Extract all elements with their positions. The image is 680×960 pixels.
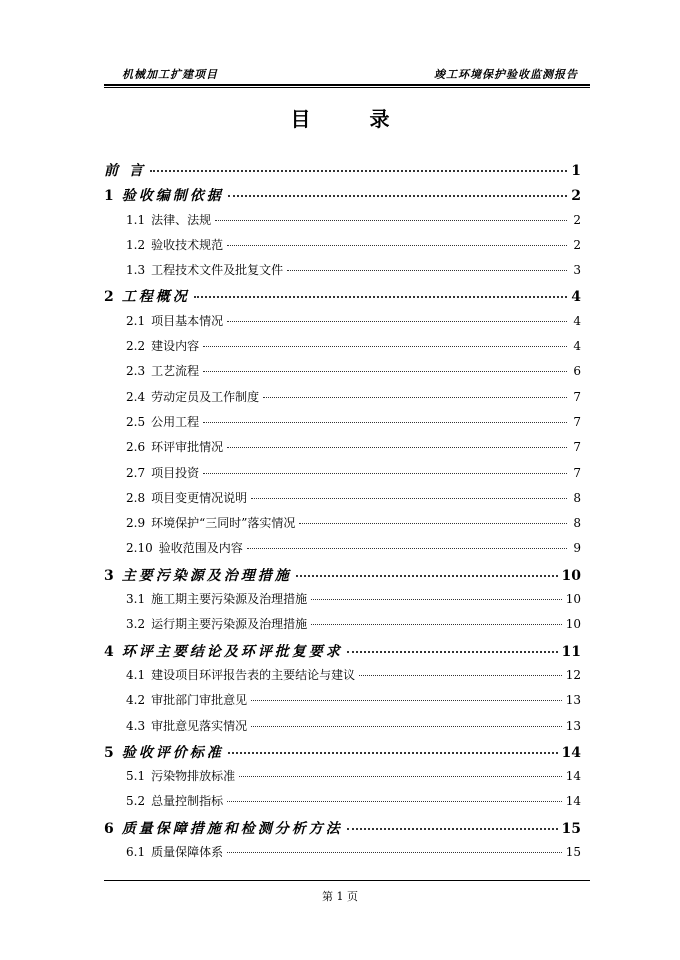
toc-entry[interactable] xyxy=(104,666,581,691)
toc-leader-dots xyxy=(203,371,567,372)
toc-entry-page: 8 xyxy=(573,490,581,505)
toc-leader-dots xyxy=(347,828,558,830)
table-of-contents xyxy=(104,160,581,868)
toc-entry-number: 1 xyxy=(104,188,114,205)
toc-entry[interactable] xyxy=(104,539,581,564)
toc-entry-page: 15 xyxy=(565,845,581,860)
toc-entry-page: 7 xyxy=(573,465,581,480)
header-rule-thin xyxy=(104,87,590,88)
toc-leader-dots xyxy=(194,296,567,298)
toc-entry-number: 2.2 xyxy=(126,339,146,354)
toc-entry-title: 工艺流程 xyxy=(151,364,200,379)
toc-entry-title: 建设项目环评报告表的主要结论与建议 xyxy=(151,667,356,682)
toc-leader-dots xyxy=(251,498,567,499)
toc-entry-number: 5.2 xyxy=(126,794,146,809)
toc-entry-number: 6 xyxy=(104,820,114,837)
toc-entry-title: 项目投资 xyxy=(151,465,200,480)
toc-entry-page: 13 xyxy=(565,693,581,708)
toc-entry[interactable] xyxy=(104,514,581,539)
toc-leader-dots xyxy=(287,270,567,271)
toc-leader-dots xyxy=(347,651,558,653)
toc-entry-title: 质量保障体系 xyxy=(151,845,224,860)
toc-entry[interactable] xyxy=(104,185,581,210)
toc-entry[interactable] xyxy=(104,818,581,843)
toc-entry-number: 5 xyxy=(104,744,114,761)
toc-leader-dots xyxy=(251,726,562,727)
toc-entry-title: 主要污染源及治理措施 xyxy=(121,567,292,584)
toc-entry-number: 2.3 xyxy=(126,364,146,379)
toc-entry-title: 污染物排放标准 xyxy=(151,769,236,784)
toc-entry-page: 7 xyxy=(573,389,581,404)
toc-entry-title: 项目基本情况 xyxy=(151,313,224,328)
toc-entry-number: 4 xyxy=(104,643,114,660)
toc-entry-page: 12 xyxy=(565,667,581,682)
toc-leader-dots xyxy=(227,447,567,448)
toc-entry-page: 13 xyxy=(565,718,581,733)
toc-entry-page: 9 xyxy=(573,541,581,556)
toc-leader-dots xyxy=(227,245,567,246)
toc-entry-page: 10 xyxy=(565,592,581,607)
toc-entry-title: 质量保障措施和检测分析方法 xyxy=(121,820,343,837)
toc-entry-number: 5.1 xyxy=(126,769,146,784)
toc-entry-page: 14 xyxy=(565,794,581,809)
toc-entry[interactable] xyxy=(104,286,581,311)
toc-entry-number: 2.5 xyxy=(126,414,146,429)
toc-entry[interactable] xyxy=(104,236,581,261)
toc-title: 目 录 xyxy=(290,107,416,131)
toc-entry[interactable] xyxy=(104,160,581,185)
toc-entry-number: 4.2 xyxy=(126,693,146,708)
toc-entry-number: 2.6 xyxy=(126,440,146,455)
toc-entry[interactable] xyxy=(104,843,581,868)
toc-entry-title: 审批部门审批意见 xyxy=(151,693,248,708)
toc-leader-dots xyxy=(150,170,567,172)
toc-leader-dots xyxy=(227,852,562,853)
toc-entry-number: 4.1 xyxy=(126,667,146,682)
page-number: 第 1 页 xyxy=(322,890,358,903)
toc-entry-page: 15 xyxy=(561,820,581,837)
toc-entry-title: 公用工程 xyxy=(151,414,200,429)
toc-entry-title: 审批意见落实情况 xyxy=(151,718,248,733)
toc-entry-page: 1 xyxy=(571,163,581,179)
toc-entry[interactable] xyxy=(104,691,581,716)
toc-entry-number: 3 xyxy=(104,567,114,584)
toc-entry[interactable] xyxy=(104,489,581,514)
toc-entry-page: 11 xyxy=(561,643,581,660)
toc-entry-number: 1.3 xyxy=(126,263,146,278)
toc-entry[interactable] xyxy=(104,388,581,413)
toc-entry-title: 运行期主要污染源及治理措施 xyxy=(151,617,308,632)
toc-entry-number: 3.2 xyxy=(126,617,146,632)
toc-entry[interactable] xyxy=(104,413,581,438)
toc-entry[interactable] xyxy=(104,641,581,666)
toc-entry[interactable] xyxy=(104,362,581,387)
toc-entry-page: 2 xyxy=(573,237,581,252)
toc-leader-dots xyxy=(215,220,567,221)
toc-entry-number: 4.3 xyxy=(126,718,146,733)
toc-leader-dots xyxy=(203,422,567,423)
toc-entry[interactable] xyxy=(104,717,581,742)
toc-entry[interactable] xyxy=(104,464,581,489)
toc-entry-page: 10 xyxy=(561,567,581,584)
toc-entry-title: 项目变更情况说明 xyxy=(151,490,248,505)
header-project-name: 机械加工扩建项目 xyxy=(122,68,218,81)
toc-leader-dots xyxy=(228,195,567,197)
toc-entry-title: 劳动定员及工作制度 xyxy=(151,389,260,404)
header-rule xyxy=(104,84,590,86)
toc-entry-title: 环评审批情况 xyxy=(151,440,224,455)
toc-entry-page: 4 xyxy=(571,289,581,306)
toc-entry-number: 3.1 xyxy=(126,592,146,607)
toc-entry-title: 法律、法规 xyxy=(151,212,212,227)
toc-leader-dots xyxy=(359,675,562,676)
toc-leader-dots xyxy=(239,776,562,777)
toc-entry-title: 验收范围及内容 xyxy=(158,541,243,556)
toc-entry[interactable] xyxy=(104,792,581,817)
toc-entry-page: 2 xyxy=(573,212,581,227)
toc-entry-title: 前 言 xyxy=(104,163,146,179)
toc-leader-dots xyxy=(311,624,562,625)
toc-entry-title: 工程概况 xyxy=(121,289,190,306)
toc-entry[interactable] xyxy=(104,312,581,337)
toc-entry-number: 2.1 xyxy=(126,313,146,328)
toc-entry[interactable] xyxy=(104,767,581,792)
toc-entry-number: 2.9 xyxy=(126,516,146,531)
toc-leader-dots xyxy=(227,321,567,322)
toc-entry-page: 4 xyxy=(573,339,581,354)
toc-entry-title: 工程技术文件及批复文件 xyxy=(151,263,284,278)
toc-entry-number: 1.2 xyxy=(126,237,146,252)
toc-entry[interactable] xyxy=(104,261,581,286)
toc-entry[interactable] xyxy=(104,438,581,463)
toc-entry-title: 环评主要结论及环评批复要求 xyxy=(121,643,343,660)
toc-entry-page: 14 xyxy=(561,744,581,761)
toc-entry[interactable] xyxy=(104,615,581,640)
toc-leader-dots xyxy=(299,523,567,524)
toc-entry-title: 验收评价标准 xyxy=(121,744,224,761)
toc-leader-dots xyxy=(263,397,567,398)
toc-entry-page: 6 xyxy=(573,364,581,379)
toc-entry-number: 6.1 xyxy=(126,845,146,860)
toc-entry-title: 建设内容 xyxy=(151,339,200,354)
toc-leader-dots xyxy=(227,801,562,802)
toc-leader-dots xyxy=(228,752,558,754)
toc-entry[interactable] xyxy=(104,565,581,590)
toc-entry-number: 2.10 xyxy=(126,541,153,556)
toc-entry-page: 7 xyxy=(573,440,581,455)
toc-leader-dots xyxy=(203,473,567,474)
toc-entry-number: 2.4 xyxy=(126,389,146,404)
toc-entry-number: 2.7 xyxy=(126,465,146,480)
toc-leader-dots xyxy=(203,346,567,347)
toc-entry-page: 3 xyxy=(573,263,581,278)
toc-entry-title: 验收编制依据 xyxy=(121,188,224,205)
toc-entry[interactable] xyxy=(104,211,581,236)
toc-entry-page: 7 xyxy=(573,414,581,429)
toc-entry-number: 2 xyxy=(104,289,114,306)
toc-entry[interactable] xyxy=(104,742,581,767)
toc-entry-title: 施工期主要污染源及治理措施 xyxy=(151,592,308,607)
header-report-title: 竣工环境保护验收监测报告 xyxy=(434,68,578,81)
toc-entry[interactable] xyxy=(104,590,581,615)
toc-entry-title: 总量控制指标 xyxy=(151,794,224,809)
toc-leader-dots xyxy=(247,548,567,549)
toc-entry-page: 10 xyxy=(565,617,581,632)
toc-entry-number: 2.8 xyxy=(126,490,146,505)
toc-leader-dots xyxy=(296,575,558,577)
toc-entry-page: 14 xyxy=(565,769,581,784)
toc-entry[interactable] xyxy=(104,337,581,362)
footer-rule xyxy=(104,880,590,881)
toc-leader-dots xyxy=(251,700,562,701)
toc-leader-dots xyxy=(311,599,562,600)
toc-entry-page: 2 xyxy=(571,188,581,205)
toc-entry-page: 8 xyxy=(573,516,581,531)
toc-entry-page: 4 xyxy=(573,313,581,328)
toc-entry-title: 验收技术规范 xyxy=(151,237,224,252)
toc-entry-title: 环境保护“三同时”落实情况 xyxy=(151,516,296,531)
toc-entry-number: 1.1 xyxy=(126,212,146,227)
